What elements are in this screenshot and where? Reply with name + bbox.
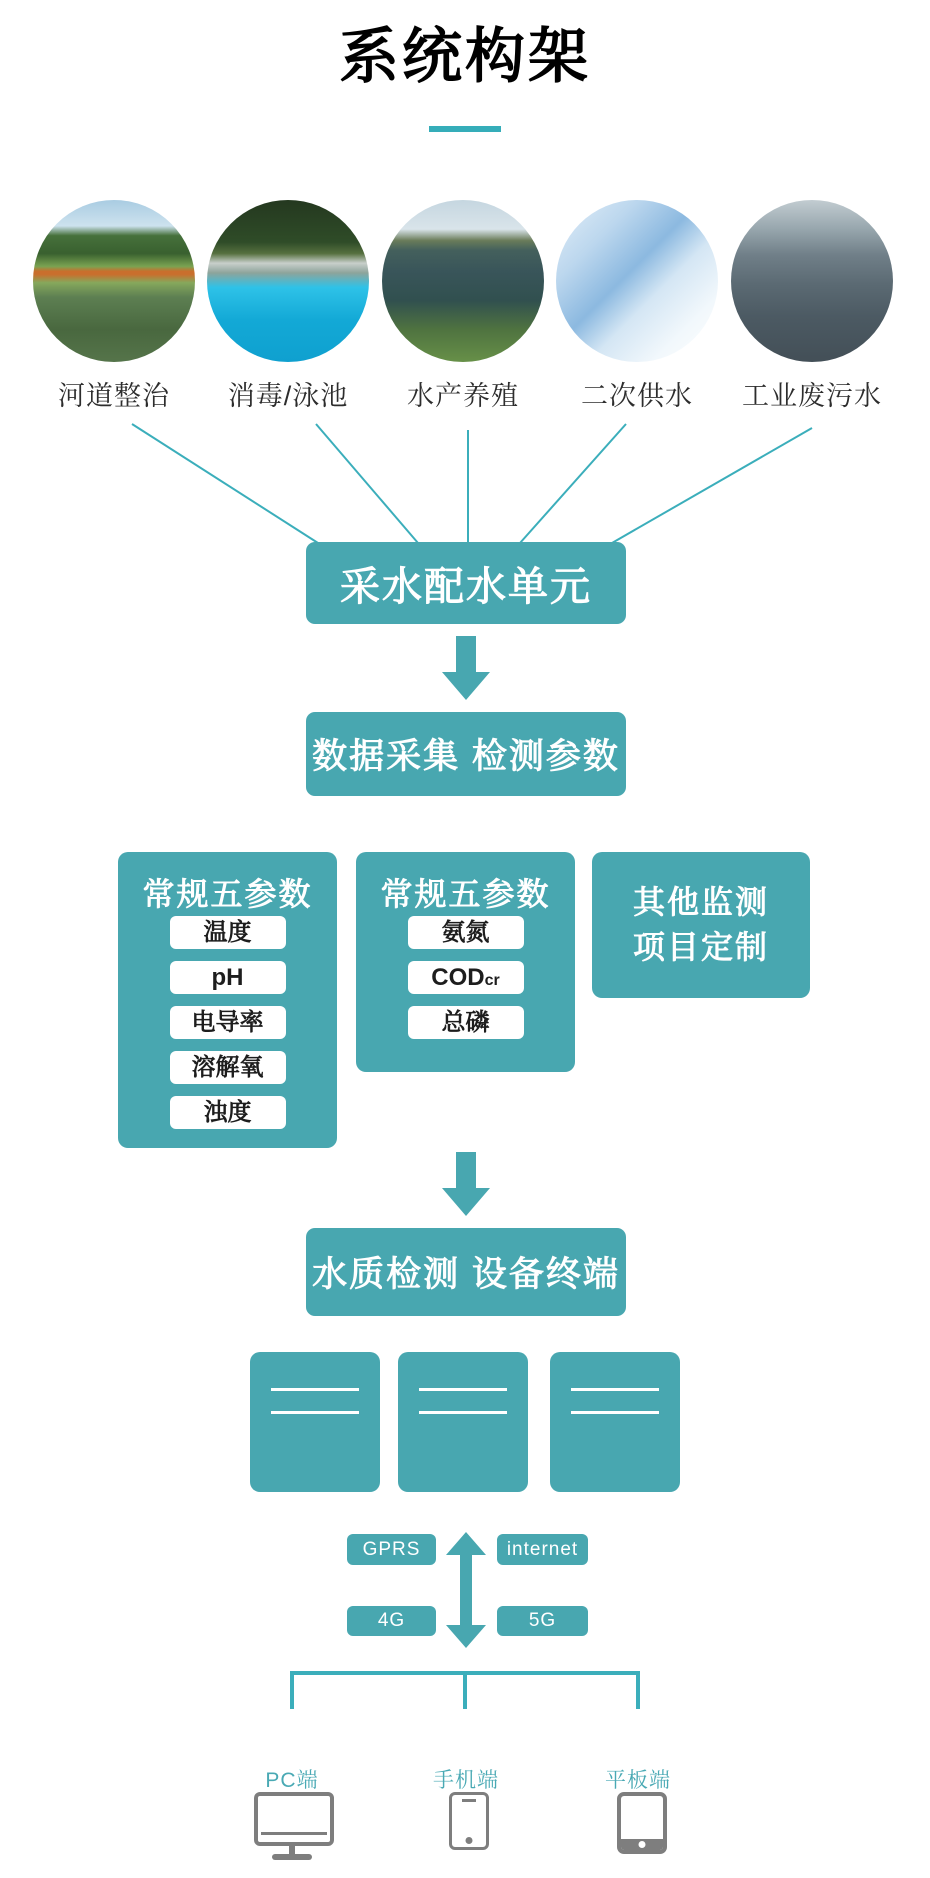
custom-monitoring-line2: 项目定制 (632, 929, 769, 965)
page-title: 系统构架 (339, 23, 591, 90)
collect-distribute-unit-box: 采水配水单元 (306, 542, 626, 624)
data-acquisition-box: 数据采集 检测参数 (306, 712, 626, 796)
param-group-title: 常规五参数 (380, 876, 551, 912)
arrow-updown (446, 1532, 486, 1648)
device-box-1 (250, 1352, 380, 1492)
device-box-3 (550, 1352, 680, 1492)
scene-image-pool (207, 200, 369, 362)
client-label-mobile: 手机端 (433, 1769, 499, 1792)
desktop-monitor-icon (254, 1792, 334, 1846)
network-pill-gprs: GPRS (347, 1534, 436, 1565)
bracket-drop-middle (463, 1671, 467, 1709)
scene-image-industrial-wastewater (731, 200, 893, 362)
desktop-monitor-stand-base (272, 1854, 312, 1860)
scene-image-secondary-water-supply (556, 200, 718, 362)
param-pill-ammonia-nitrogen: 氨氮 (408, 916, 524, 949)
client-label-pc: PC端 (265, 1769, 319, 1792)
scene-image-river (33, 200, 195, 362)
arrow-down-1 (442, 636, 490, 700)
param-group-five-standard (118, 852, 337, 1148)
arrow-down-2 (442, 1152, 490, 1216)
param-pill-total-phosphorus: 总磷 (408, 1006, 524, 1039)
network-pill-5g: 5G (497, 1606, 588, 1636)
tablet-icon (617, 1792, 667, 1854)
custom-monitoring-box (592, 852, 810, 998)
param-group-title: 常规五参数 (142, 876, 313, 912)
bracket-drop-right (636, 1671, 640, 1709)
phone-icon (449, 1792, 489, 1850)
scene-label-pool: 消毒/泳池 (227, 381, 349, 411)
param-pill-dissolved-oxygen: 溶解氧 (170, 1051, 286, 1084)
custom-monitoring-line1: 其他监测 (632, 884, 769, 920)
param-pill-temperature: 温度 (170, 916, 286, 949)
bracket-drop-left (290, 1671, 294, 1709)
param-pill-cod: CODcr (408, 961, 524, 994)
param-pill-conductivity: 电导率 (170, 1006, 286, 1039)
param-pill-turbidity: 浊度 (170, 1096, 286, 1129)
network-pill-internet: internet (497, 1534, 588, 1565)
device-box-2 (398, 1352, 528, 1492)
scene-label-secondary-water-supply: 二次供水 (581, 381, 693, 411)
scene-label-river: 河道整治 (58, 381, 170, 411)
scene-image-aquaculture (382, 200, 544, 362)
water-quality-terminal-box: 水质检测 设备终端 (306, 1228, 626, 1316)
network-pill-4g: 4G (347, 1606, 436, 1636)
title-underline (429, 126, 501, 132)
desktop-monitor-stand-stem (289, 1846, 295, 1854)
client-label-tablet: 平板端 (605, 1769, 671, 1792)
param-pill-ph: pH (170, 961, 286, 994)
scene-label-industrial-wastewater: 工业废污水 (742, 381, 882, 411)
scene-label-aquaculture: 水产养殖 (407, 381, 519, 411)
param-group-five-standard-2 (356, 852, 575, 1072)
